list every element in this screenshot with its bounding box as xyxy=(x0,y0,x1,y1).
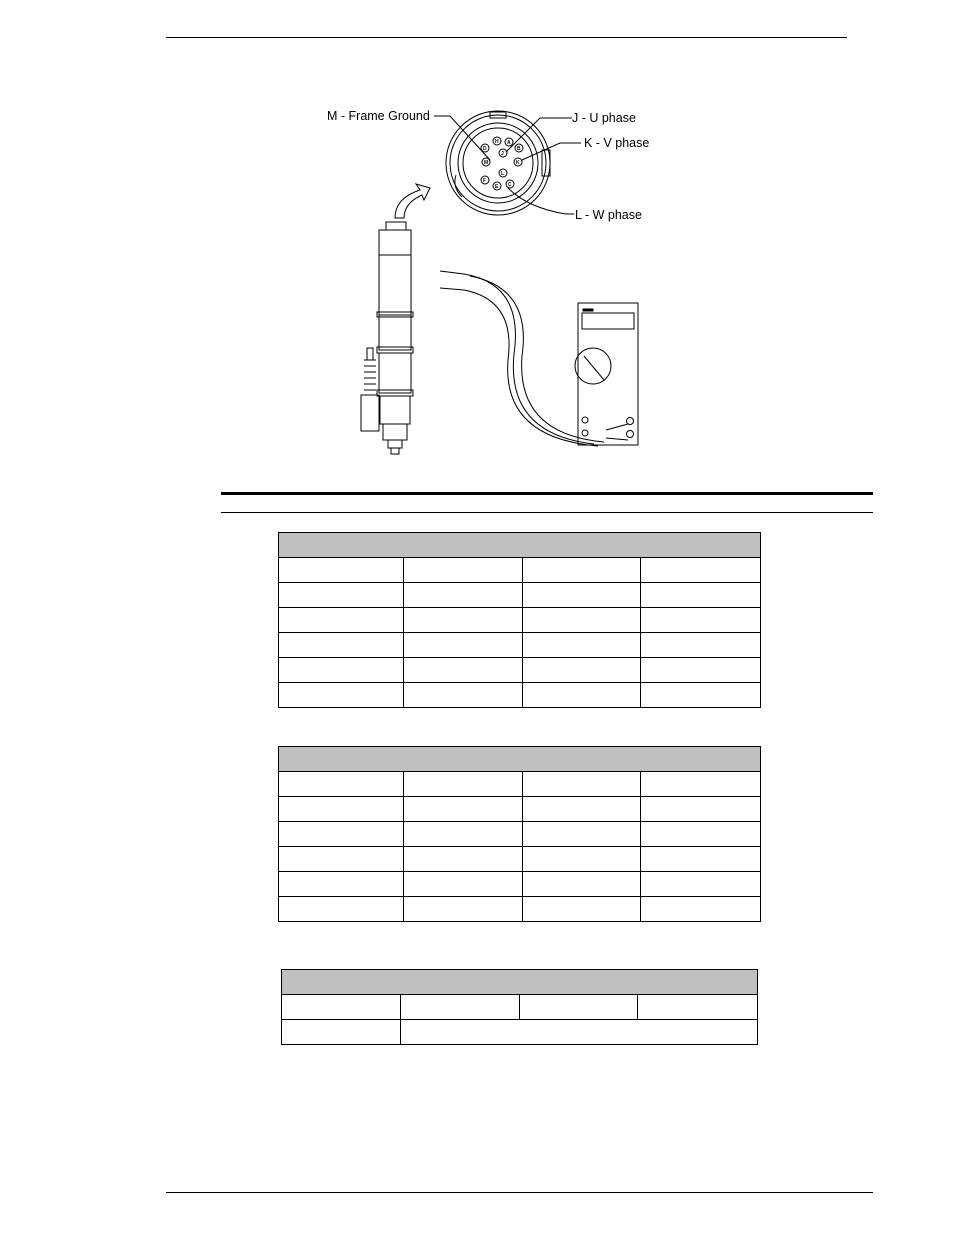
probe-leads xyxy=(440,271,628,446)
table-cell xyxy=(641,658,761,683)
motor-body xyxy=(361,222,413,454)
table-header xyxy=(282,970,758,995)
table-cell xyxy=(279,872,404,897)
spec-table-3 xyxy=(281,969,758,1045)
table-cell xyxy=(279,583,404,608)
table-cell xyxy=(404,822,523,847)
table-cell xyxy=(523,558,641,583)
table-cell xyxy=(641,633,761,658)
table-cell xyxy=(523,683,641,708)
table-row xyxy=(279,797,761,822)
table-cell xyxy=(641,797,761,822)
table-cell xyxy=(282,1020,401,1045)
table-cell xyxy=(404,558,523,583)
pin-label: E xyxy=(495,184,499,190)
table-row xyxy=(279,822,761,847)
table-cell xyxy=(404,633,523,658)
pin-label: A xyxy=(507,140,511,146)
table-header xyxy=(279,747,761,772)
table-cell xyxy=(523,772,641,797)
label-w-phase: L - W phase xyxy=(575,208,642,222)
table-cell xyxy=(404,772,523,797)
arrow-icon xyxy=(395,184,430,218)
pin-label: H xyxy=(495,139,499,145)
table-cell xyxy=(279,772,404,797)
table-cell xyxy=(523,658,641,683)
table-row xyxy=(279,847,761,872)
spec-table-1 xyxy=(278,532,761,708)
table-cell xyxy=(404,683,523,708)
table-cell xyxy=(641,683,761,708)
table-cell xyxy=(523,872,641,897)
pin-label: F xyxy=(483,178,487,184)
footer-rule xyxy=(166,1192,873,1193)
table-cell xyxy=(523,608,641,633)
table-row xyxy=(282,1020,758,1045)
table-cell xyxy=(523,822,641,847)
table-row xyxy=(279,583,761,608)
table-cell xyxy=(641,897,761,922)
table-cell xyxy=(404,897,523,922)
pin-label: B xyxy=(517,146,521,152)
table-cell xyxy=(401,995,520,1020)
table-row xyxy=(279,897,761,922)
table-cell xyxy=(641,558,761,583)
table-cell xyxy=(638,995,758,1020)
pin-label: C xyxy=(508,182,512,188)
connector-face xyxy=(446,111,550,215)
table-row xyxy=(279,683,761,708)
table-cell xyxy=(279,822,404,847)
table-cell xyxy=(282,995,401,1020)
table-cell xyxy=(641,822,761,847)
pin-label: D xyxy=(483,146,487,152)
table-cell xyxy=(641,608,761,633)
table-cell xyxy=(641,772,761,797)
table-cell xyxy=(641,872,761,897)
leader-u-phase xyxy=(506,118,572,152)
leader-frame-ground xyxy=(434,116,490,160)
table-cell xyxy=(279,608,404,633)
pin-label: L xyxy=(501,171,505,177)
table-cell xyxy=(279,558,404,583)
table-cell xyxy=(279,797,404,822)
section-rule-thick xyxy=(221,492,873,495)
table-cell xyxy=(523,897,641,922)
table-row xyxy=(279,558,761,583)
table-cell xyxy=(279,897,404,922)
table-cell-merged xyxy=(401,1020,758,1045)
motor-test-illustration xyxy=(0,0,954,480)
pin-label: K xyxy=(516,160,520,166)
multimeter xyxy=(575,303,638,445)
table-cell xyxy=(279,847,404,872)
table-header xyxy=(279,533,761,558)
table-cell xyxy=(523,583,641,608)
table-cell xyxy=(523,797,641,822)
table-cell xyxy=(279,658,404,683)
label-frame-ground: M - Frame Ground xyxy=(327,109,430,123)
pin-label: J xyxy=(501,151,504,157)
section-rule-thin xyxy=(221,512,873,513)
table-row xyxy=(279,658,761,683)
table-cell xyxy=(404,872,523,897)
table-cell xyxy=(523,847,641,872)
table-cell xyxy=(641,847,761,872)
table-row xyxy=(279,633,761,658)
table-cell xyxy=(523,633,641,658)
table-row xyxy=(279,608,761,633)
table-cell xyxy=(404,658,523,683)
label-v-phase: K - V phase xyxy=(584,136,650,150)
table-cell xyxy=(520,995,638,1020)
table-cell xyxy=(404,583,523,608)
table-cell xyxy=(279,633,404,658)
table-row xyxy=(279,872,761,897)
table-cell xyxy=(641,583,761,608)
table-cell xyxy=(404,797,523,822)
table-cell xyxy=(279,683,404,708)
connector-pins xyxy=(481,137,523,190)
spec-table-2 xyxy=(278,746,761,922)
pin-label: M xyxy=(484,160,489,166)
table-row xyxy=(279,772,761,797)
table-cell xyxy=(404,608,523,633)
table-row xyxy=(282,995,758,1020)
table-cell xyxy=(404,847,523,872)
label-u-phase: J - U phase xyxy=(572,111,636,125)
